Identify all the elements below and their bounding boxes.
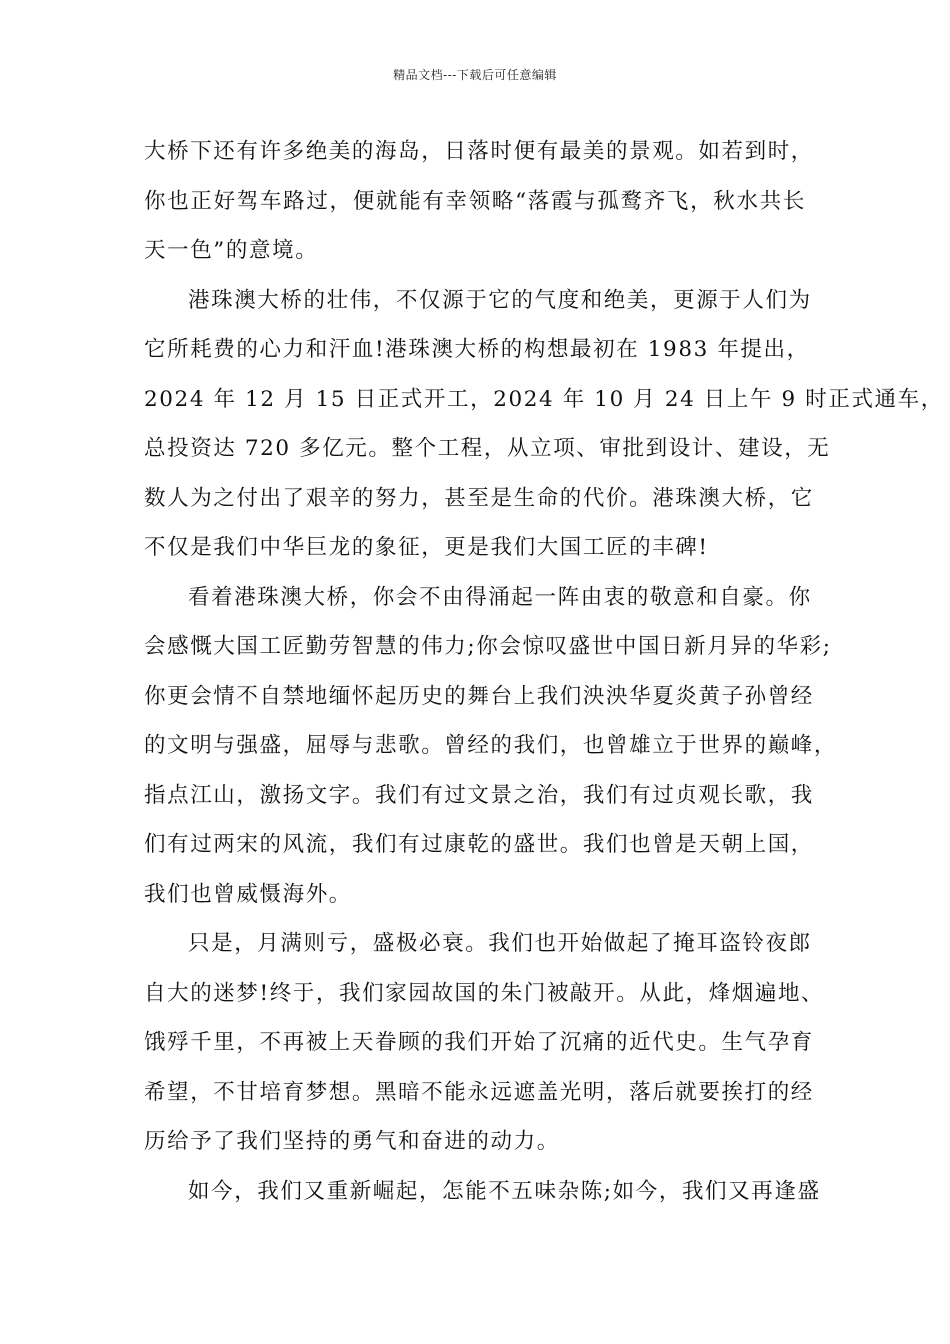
text-line: 你也正好驾车路过，便就能有幸领略“落霞与孤鹜齐飞，秋水共长	[144, 188, 806, 214]
text-line: 港珠澳大桥的壮伟，不仅源于它的气度和绝美，更源于人们为	[188, 287, 812, 313]
text-line: 希望，不甘培育梦想。黑暗不能永远遮盖光明，落后就要挨打的经	[144, 1079, 814, 1105]
text-line: 看着港珠澳大桥，你会不由得涌起一阵由衷的敬意和自豪。你	[188, 584, 812, 610]
text-line: 它所耗费的心力和汗血!港珠澳大桥的构想最初在 1983 年提出，	[144, 337, 810, 362]
text-line: 的文明与强盛，屈辱与悲歌。曾经的我们，也曾雄立于世界的巅峰，	[144, 733, 838, 758]
text-line: 数人为之付出了艰辛的努力，甚至是生命的代价。港珠澳大桥，它	[144, 485, 814, 511]
text-line: 会感慨大国工匠勤劳智慧的伟力;你会惊叹盛世中国日新月异的华彩;	[144, 634, 832, 659]
text-line: 自大的迷梦!终于，我们家园故国的朱门被敲开。从此，烽烟遍地、	[144, 980, 825, 1006]
text-line: 如今，我们又重新崛起，怎能不五味杂陈;如今，我们又再逢盛	[188, 1178, 821, 1204]
text-line: 我们也曾威慑海外。	[144, 881, 352, 907]
body-text	[144, 132, 944, 1221]
text-line: 2024 年 12 月 15 日正式开工，2024 年 10 月 24 日上午 9 时正式通车，	[144, 386, 944, 412]
text-line: 们有过两宋的风流，我们有过康乾的盛世。我们也曾是天朝上国，	[144, 832, 814, 857]
text-line: 天一色”的意境。	[144, 238, 319, 263]
text-line: 大桥下还有许多绝美的海岛，日落时便有最美的景观。如若到时，	[144, 139, 814, 164]
text-line: 只是，月满则亏，盛极必衰。我们也开始做起了掩耳盗铃夜郎	[188, 931, 812, 956]
page-header: 精品文档---下载后可任意编辑	[393, 68, 557, 82]
text-line: 不仅是我们中华巨龙的象征，更是我们大国工匠的丰碑!	[144, 535, 709, 560]
text-line: 历给予了我们坚持的勇气和奋进的动力。	[144, 1129, 560, 1154]
text-line: 饿殍千里，不再被上天眷顾的我们开始了沉痛的近代史。生气孕育	[144, 1030, 814, 1055]
text-line: 你更会情不自禁地缅怀起历史的舞台上我们泱泱华夏炎黄子孙曾经	[144, 683, 814, 709]
text-line: 总投资达 720 多亿元。整个工程，从立项、审批到设计、建设，无	[144, 436, 831, 461]
text-line: 指点江山，激扬文字。我们有过文景之治，我们有过贞观长歌，我	[144, 782, 814, 808]
